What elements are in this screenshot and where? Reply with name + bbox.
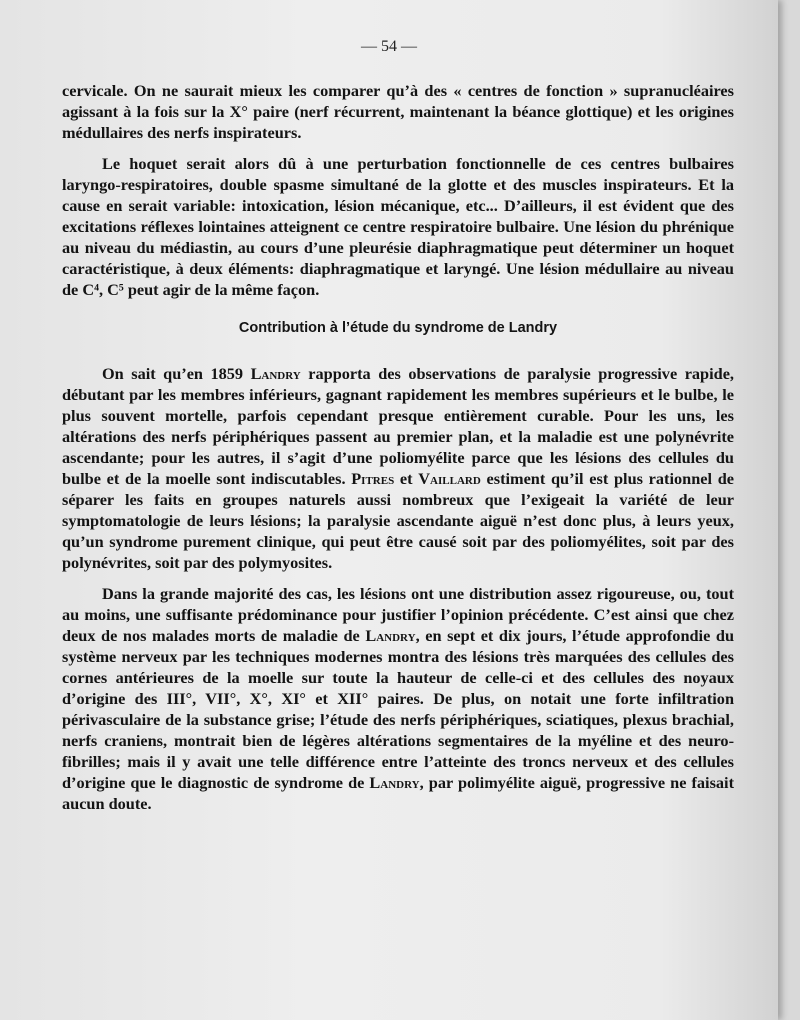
text-run: et — [394, 469, 419, 488]
paragraph-hoquet: Le hoquet serait alors dû à une perturbation fonctionnelle de ces centres bulbaires laryngo-respiratoires, double spasme simultané de la glotte et des muscles inspirateurs. Et la cause en serait variable: intoxication, lésion mécanique, etc... D’ailleurs, il est évident que des excitations réflexes lointaines atteignent ce centre respiratoire bulbaire. Une lésion du phrénique au niveau du médiastin, au cours d’une pleurésie diaphragmatique peut déterminer un hoquet caractéristique, à deux éléments: diaphragmatique et laryngé. Une lésion médullaire au niveau de C⁴, C⁵ peut agir de la même façon. — [62, 154, 734, 299]
section-title: Contribution à l’étude du syndrome de Landry — [238, 320, 558, 336]
author-name-vaillard: Vaillard — [418, 469, 481, 488]
author-name-landry: Landry — [365, 626, 416, 645]
page-number: — 54 — — [361, 38, 417, 55]
author-name-landry: Landry — [369, 773, 420, 792]
paragraph-continuation: cervicale. On ne saurait mieux les comparer qu’à des « centres de fonction » supranucléaires agissant à la fois sur la X° paire (nerf récurrent, maintenant la béance glottique) et les origines médullaires des nerfs inspirateurs. — [62, 81, 734, 142]
text-run: Dans la grande majorité des cas, les lésions ont une distribution assez rigoureuse, ou, tout au moins, une suffisante prédominance pour justifier l’opinion précédente. C’est ainsi que chez deux de nos malades morts de maladie de — [62, 584, 734, 645]
text-run: On sait qu’en 1859 — [102, 364, 251, 383]
author-name-pitres: Pitres — [351, 469, 395, 488]
text-run: , en sept et dix jours, l’étude approfondie du système nerveux par les techniques modernes montra des lésions très marquées des cellules des cornes antérieures de la moelle sur toute la hauteur de celle-ci et des cellules des noyaux d’origine des III°, VII°, X°, XI° et XII° paires. De plus, on notait une forte infiltration périvasculaire de la substance grise; l’étude des nerfs périphériques, sciatiques, plexus brachial, nerfs craniens, montrait bien de légères altérations segmentaires de la myéline et des neuro-fibrilles; mais il y avait une telle différence entre l’atteinte des troncs nerveux et des cellules d’origine que le diagnostic de syndrome de — [62, 626, 735, 792]
text-run: rapporta des observations de paralysie progressive rapide, débutant par les membres inférieurs, gagnant rapidement les membres supérieurs et le bulbe, le plus souvent mortelle, parfois cependant presque entièrement curable. Pour les uns, les altérations des nerfs périphériques passent au premier plan, et la maladie est une polynévrite ascendante; pour les autres, il s’agit d’une poliomyélite parce que les lésions des cellules du bulbe et de la moelle sont indiscutables. — [62, 364, 734, 488]
paragraph-landry-history — [62, 363, 734, 573]
text-run: estiment qu’il est plus rationnel de séparer les faits en groupes naturels aussi nombreux que l’exigeait la variété de leur symptomatologie de leurs lésions; la paralysie ascendante aiguë n’est donc plus, à leurs yeux, qu’un syndrome purement clinique, qui peut être causé soit par des poliomyélites, soit par des polynévrites, soit par des polymyosites. — [62, 469, 734, 572]
paragraph-landry-cases — [62, 583, 734, 814]
text-run: , par polimyélite aiguë, progressive ne faisait aucun doute. — [62, 773, 735, 813]
author-name-landry: Landry — [250, 364, 301, 383]
document-body — [62, 80, 734, 814]
